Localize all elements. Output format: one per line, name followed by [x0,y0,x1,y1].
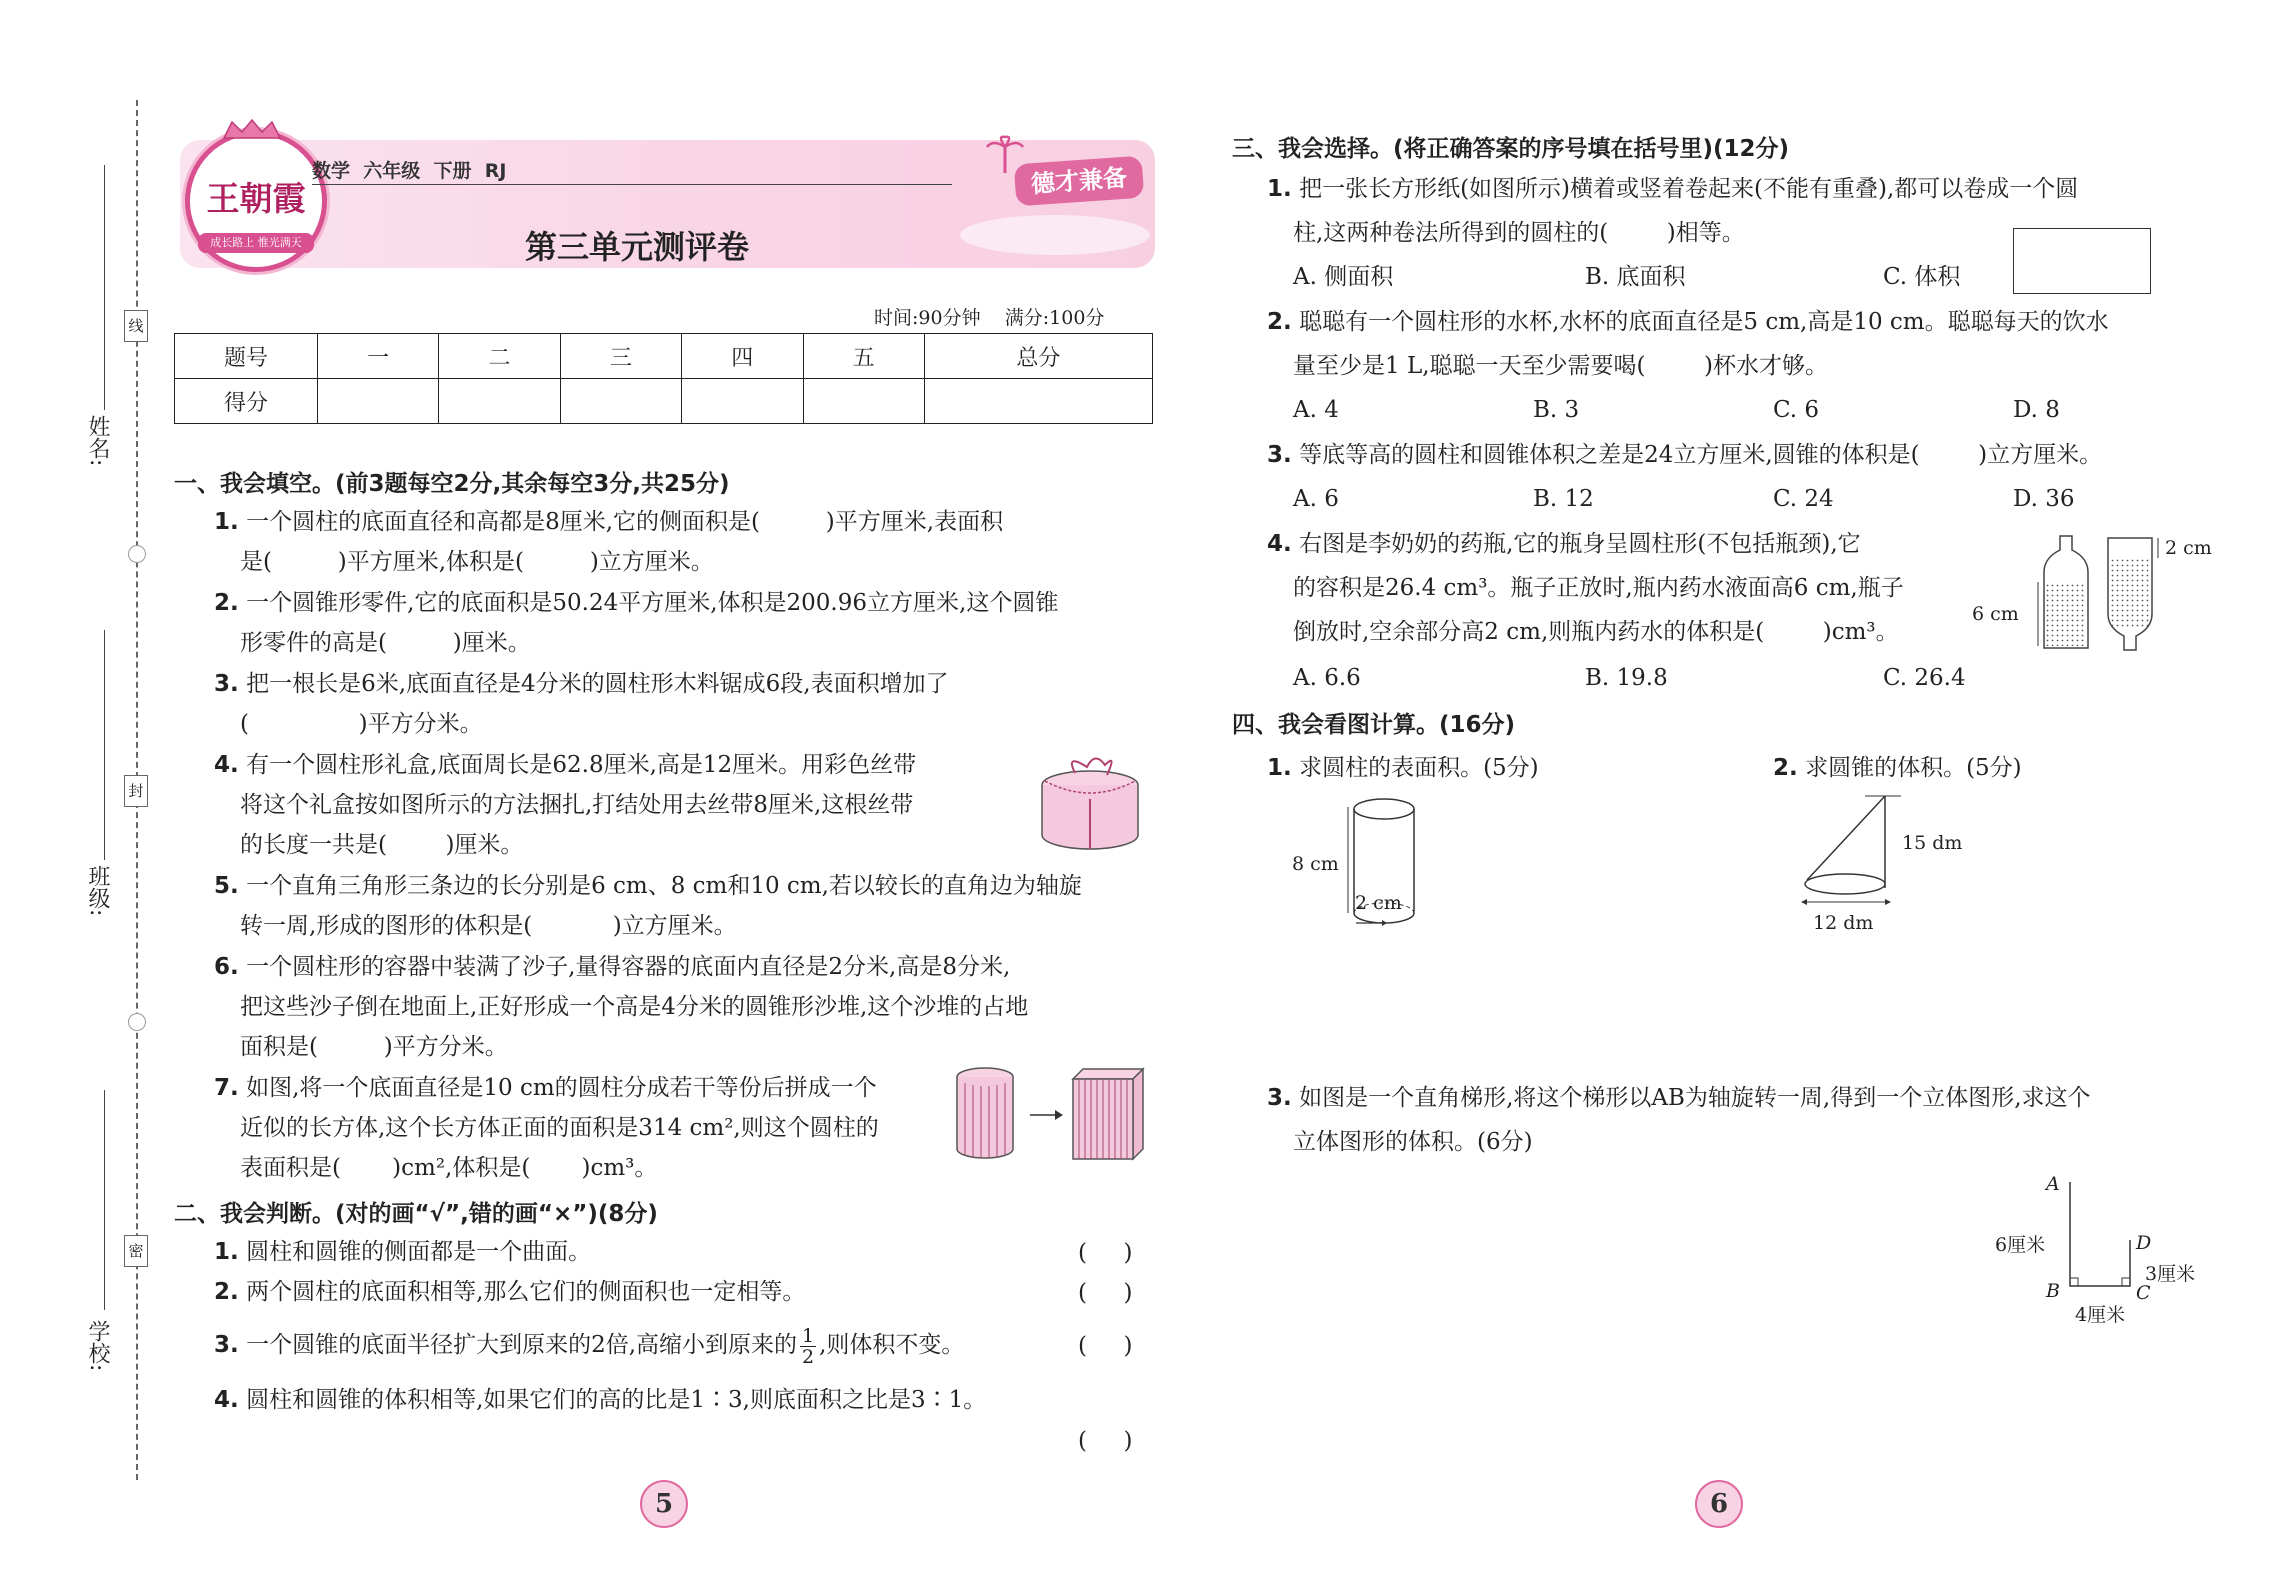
s1-q2-cont: 形零件的高是( )厘米。 [240,630,531,656]
s3-q1 [1267,169,2078,209]
s2-q1 [214,1232,591,1272]
s2-q1-text: 圆柱和圆锥的侧面都是一个曲面。 [246,1239,592,1265]
trap-label-C: C [2136,1282,2151,1304]
page-title: 第三单元测评卷 [525,228,750,266]
s3-q4-opt-b[interactable]: B. 19.8 [1585,665,1668,691]
score-cell[interactable] [924,379,1152,424]
s1-q3 [214,664,949,704]
cylinder-height-label: 8 cm [1292,853,1339,875]
s1-q3-cont: ( )平方分米。 [240,711,483,737]
name-underline [104,165,105,410]
score-header-1: 一 [318,334,439,379]
s3-q2-line1: 聪聪有一个圆柱形的水杯,水杯的底面直径是5 cm,高是10 cm。聪聪每天的饮水 [1299,309,2109,335]
cone-height-label: 15 dm [1902,832,1963,854]
s2-q4-text: 圆柱和圆锥的体积相等,如果它们的高的比是1∶3,则底面积之比是3∶1。 [246,1387,987,1413]
page-number-left-badge [640,1480,688,1528]
cone-diameter-label: 12 dm [1813,912,1874,934]
s3-q3-opt-b[interactable]: B. 12 [1533,486,1594,512]
school-label: 学校: [85,1320,110,1372]
q-num: 2. [214,1279,239,1305]
s1-q5-line1: 一个直角三角形三条边的长分别是6 cm、8 cm和10 cm,若以较长的直角边为轴旋 [246,873,1082,899]
s3-q3-opt-d[interactable]: D. 36 [2013,486,2075,512]
s1-q6-cont1: 把这些沙子倒在地面上,正好形成一个高是4分米的圆锥形沙堆,这个沙堆的占地 [240,994,1029,1020]
s3-q2 [1267,302,2109,342]
crown-icon [222,118,282,140]
s3-q3-opt-a[interactable]: A. 6 [1293,486,1339,512]
q-num: 2. [214,590,239,616]
score-cell[interactable] [439,379,560,424]
section2-title: 二、我会判断。(对的画“√”,错的画“×”)(8分) [174,1201,658,1227]
s3-q4 [1267,524,1861,564]
bottle-label-2cm: 2 cm [2165,537,2212,559]
fold-box: 密 [124,1235,148,1267]
s1-q4-line1: 有一个圆柱形礼盒,底面周长是62.8厘米,高是12厘米。用彩色丝带 [246,752,917,778]
q-num: 1. [1267,755,1292,781]
s1-q2 [214,583,1058,623]
s3-q4-opt-a[interactable]: A. 6.6 [1293,665,1361,691]
s3-q1-line1: 把一张长方形纸(如图所示)横着或竖着卷起来(不能有重叠),都可以卷成一个圆 [1299,176,2079,202]
trap-length-BC: 4厘米 [2075,1304,2126,1326]
s4-q1-text: 求圆柱的表面积。(5分) [1299,755,1539,781]
s3-q2-opt-a[interactable]: A. 4 [1293,397,1339,423]
s3-q4-cont1: 的容积是26.4 cm³。瓶子正放时,瓶内药水液面高6 cm,瓶子 [1293,575,1904,601]
fraction-denominator: 2 [802,1345,815,1368]
cone-figure [1795,792,1905,916]
s4-q3-line1: 如图是一个直角梯形,将这个梯形以AB为轴旋转一周,得到一个立体图形,求这个 [1299,1085,2091,1111]
q-num: 7. [214,1075,239,1101]
s1-q4-cont1: 将这个礼盒按如图所示的方法捆扎,打结处用去丝带8厘米,这根丝带 [240,792,914,818]
gift-box-figure [1035,745,1145,859]
page-number-left: 5 [654,1489,674,1519]
s1-q7 [214,1068,877,1108]
s2-q4-answer[interactable]: ( ) [1078,1428,1133,1454]
s1-q1-cont: 是( )平方厘米,体积是( )立方厘米。 [240,549,714,575]
s2-q3-answer[interactable]: ( ) [1078,1333,1133,1359]
s2-q2-answer[interactable]: ( ) [1078,1280,1133,1306]
section4-title: 四、我会看图计算。(16分) [1232,712,1516,738]
s1-q7-line1: 如图,将一个底面直径是10 cm的圆柱分成若干等份后拼成一个 [246,1075,877,1101]
score-header-3: 三 [560,334,681,379]
cylinder-radius-label: 2 cm [1355,892,1402,914]
q-num: 3. [1267,1085,1292,1111]
s3-q1-cont: 柱,这两种卷法所得到的圆柱的( )相等。 [1293,220,1745,246]
s3-q4-opt-c[interactable]: C. 26.4 [1883,665,1966,691]
s3-q3-line1: 等底等高的圆柱和圆锥体积之差是24立方厘米,圆锥的体积是( )立方厘米。 [1299,442,2103,468]
s1-q6 [214,947,1010,987]
s3-q4-cont2: 倒放时,空余部分高2 cm,则瓶内药水的体积是( )cm³。 [1293,619,1899,645]
section1-title: 一、我会填空。(前3题每空2分,其余每空3分,共25分) [174,471,730,497]
section3-title: 三、我会选择。(将正确答案的序号填在括号里)(12分) [1232,136,1790,162]
trapezoid-figure [2060,1180,2140,1304]
s2-q3-text-a: 一个圆锥的底面半径扩大到原来的2倍,高缩小到原来的 [246,1332,798,1358]
s3-q4-line1: 右图是李奶奶的药瓶,它的瓶身呈圆柱形(不包括瓶颈),它 [1299,531,1861,557]
s3-q3-opt-c[interactable]: C. 24 [1773,486,1834,512]
bottle-label-6cm: 6 cm [1972,603,2019,625]
q-num: 1. [214,509,239,535]
badge-virtue: 德才兼备 [1014,156,1145,207]
q-num: 3. [214,671,239,697]
s3-q2-opt-d[interactable]: D. 8 [2013,397,2060,423]
s1-q3-line1: 把一根长是6米,底面直径是4分米的圆柱形木料锯成6段,表面积增加了 [246,671,949,697]
s1-q7-cont2: 表面积是( )cm²,体积是( )cm³。 [240,1155,658,1181]
s1-q5-cont: 转一周,形成的图形的体积是( )立方厘米。 [240,913,737,939]
s3-q3 [1267,435,2102,475]
s4-q2-text: 求圆锥的体积。(5分) [1805,755,2022,781]
score-header-2: 二 [439,334,560,379]
s1-q7-cont1: 近似的长方体,这个长方体正面的面积是314 cm²,则这个圆柱的 [240,1115,879,1141]
score-header-4: 四 [682,334,803,379]
s4-q1 [1267,748,1539,788]
q-num: 5. [214,873,239,899]
q-num: 3. [214,1332,239,1358]
line-box: 线 [124,310,148,342]
q-num: 1. [1267,176,1292,202]
s1-q4 [214,745,916,785]
q-num: 6. [214,954,239,980]
name-label: 姓名: [85,415,110,467]
score-cell[interactable] [560,379,681,424]
trap-length-AB: 6厘米 [1995,1234,2046,1256]
header-meta: 数学 六年级 下册 RJ [312,160,507,182]
trap-label-A: A [2046,1173,2060,1195]
s3-q1-opt-a[interactable]: A. 侧面积 [1293,264,1394,290]
score-header-total: 总分 [924,334,1152,379]
q-num: 4. [1267,531,1292,557]
header-rule [312,184,952,185]
score-header-5: 五 [803,334,924,379]
q-num: 2. [1773,755,1798,781]
score-header-item: 题号 [175,334,318,379]
score-cell[interactable] [682,379,803,424]
s2-q2-text: 两个圆柱的底面积相等,那么它们的侧面积也一定相等。 [246,1279,806,1305]
s3-q2-cont: 量至少是1 L,聪聪一天至少需要喝( )杯水才够。 [1293,353,1828,379]
q-num: 4. [214,1387,239,1413]
page-number-right: 6 [1709,1489,1729,1519]
s3-q1-opt-c[interactable]: C. 体积 [1883,264,1961,290]
q-num: 4. [214,752,239,778]
s2-q1-answer[interactable]: ( ) [1078,1240,1133,1266]
cylinder-cuboid-figure [955,1065,1155,1169]
s4-q3-cont: 立体图形的体积。(6分) [1293,1129,1533,1155]
score-table [174,333,1153,424]
s1-q6-cont2: 面积是( )平方分米。 [240,1034,508,1060]
s2-q2 [214,1272,805,1312]
school-underline [104,1090,105,1310]
trap-length-DC: 3厘米 [2145,1263,2196,1285]
logo-text: 王朝霞 [206,179,306,218]
s2-q3-text-b: ,则体积不变。 [819,1332,965,1358]
s1-q2-line1: 一个圆锥形零件,它的底面积是50.24平方厘米,体积是200.96立方厘米,这个圆锥 [246,590,1059,616]
class-label: 班级: [85,865,110,917]
s1-q5 [214,866,1082,906]
seal-box: 封 [124,775,148,807]
score-cell[interactable] [318,379,439,424]
logo-slogan-left: 成长路上 [210,236,255,249]
q-num: 2. [1267,309,1292,335]
s3-q2-opt-c[interactable]: C. 6 [1773,397,1820,423]
time-info: 时间:90分钟 满分:100分 [874,307,1105,329]
paper-rectangle-figure [2013,228,2151,294]
binding-hole-bottom [128,1013,146,1031]
trap-label-B: B [2046,1280,2060,1302]
s4-q3 [1267,1078,2091,1118]
s1-q1-line1: 一个圆柱的底面直径和高都是8厘米,它的侧面积是( )平方厘米,表面积 [246,509,1004,535]
logo-slogan-right: 惟光满天 [257,236,302,249]
fraction [800,1326,816,1367]
palm-icon [985,135,1025,175]
fraction-numerator: 1 [802,1324,815,1347]
score-cell[interactable] [803,379,924,424]
s3-q1-opt-b[interactable]: B. 底面积 [1585,264,1686,290]
trap-label-D: D [2136,1232,2152,1254]
logo-badge [185,130,327,272]
q-num: 3. [1267,442,1292,468]
s1-q6-line1: 一个圆柱形的容器中装满了沙子,量得容器的底面内直径是2分米,高是8分米, [246,954,1011,980]
q-num: 1. [214,1239,239,1265]
s4-q2 [1773,748,2022,788]
s1-q1 [214,502,1003,542]
s3-q2-opt-b[interactable]: B. 3 [1533,397,1580,423]
score-row-label: 得分 [175,379,318,424]
s2-q4 [214,1380,986,1420]
header-wave [960,215,1150,255]
page-number-right-badge [1695,1480,1743,1528]
s1-q4-cont2: 的长度一共是( )厘米。 [240,832,524,858]
s2-q3 [214,1325,964,1367]
binding-hole-top [128,545,146,563]
cylinder-figure [1340,795,1420,939]
class-underline [104,630,105,860]
